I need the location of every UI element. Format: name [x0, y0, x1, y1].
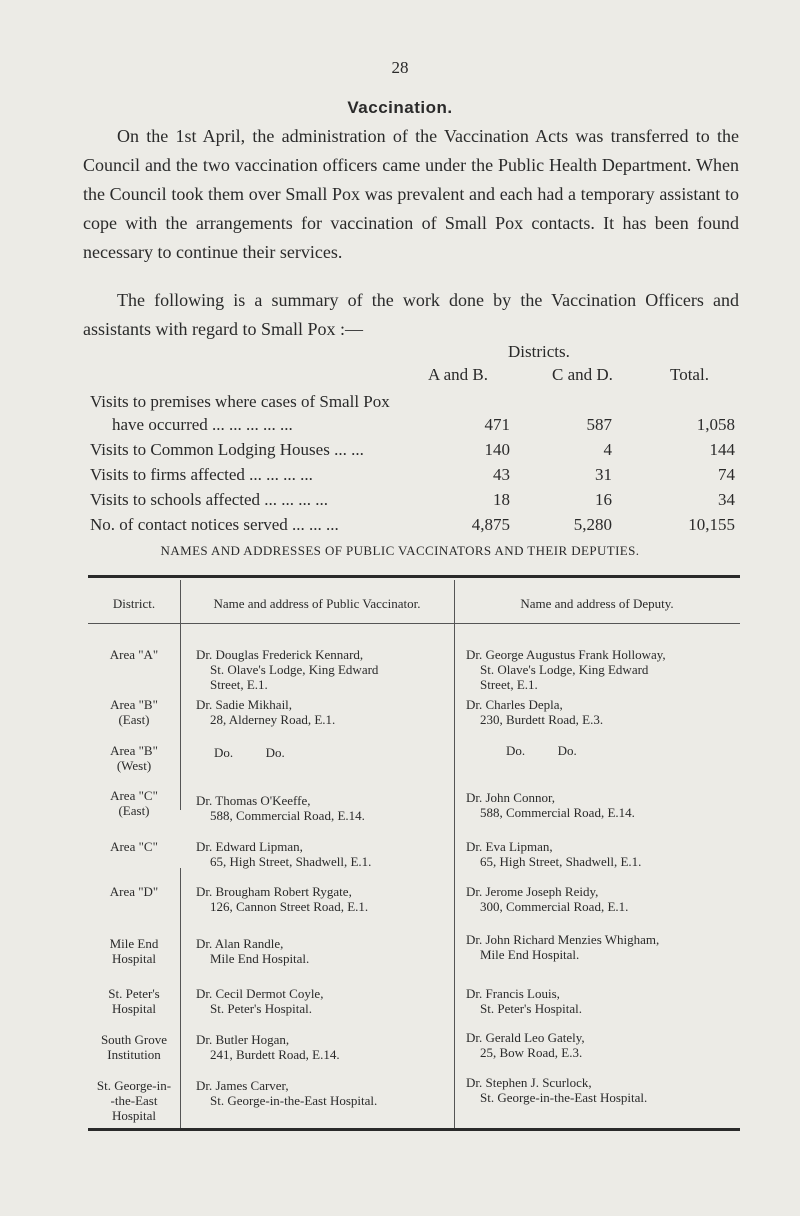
table-cell-deputy: Dr. Gerald Leo Gately, 25, Bow Road, E.3. — [466, 1030, 585, 1060]
table-cell-deputy: Dr. George Augustus Frank Holloway, St. Olave's Lodge, King Edward Street, E.1. — [466, 647, 666, 692]
table-cell-deputy: Dr. John Richard Menzies Whigham, Mile End Hospital. — [466, 932, 660, 962]
table-cell-district: Area "C" — [110, 839, 158, 854]
summary-value-total: 10,155 — [688, 515, 735, 534]
table-top-rule — [88, 575, 740, 578]
section-heading: Vaccination. — [347, 98, 453, 117]
table-cell-district: St. George-in- -the-East Hospital — [96, 1078, 172, 1123]
table-cell-vaccinator: Dr. Cecil Dermot Coyle, St. Peter's Hospital. — [196, 986, 324, 1016]
summary-row-label: have occurred ... ... ... ... ... — [112, 415, 293, 434]
summary-row-label: Visits to premises where cases of Small Pox — [90, 392, 390, 411]
summary-value-c-d: 587 — [586, 415, 612, 434]
vaccinator-column-header: Name and address of Public Vaccinator. — [213, 596, 421, 611]
table-cell-vaccinator: Dr. Alan Randle, Mile End Hospital. — [196, 936, 310, 966]
table-cell-vaccinator: Do. Do. — [214, 745, 285, 760]
table-cell-district: Area "C" (East) — [110, 788, 158, 818]
summary-row — [90, 515, 740, 541]
table-cell-district: Area "A" — [109, 647, 159, 662]
table-cell-vaccinator: Dr. Sadie Mikhail, 28, Alderney Road, E.1. — [196, 697, 336, 727]
summary-value-total: 74 — [718, 465, 735, 484]
summary-value-a-b: 43 — [493, 465, 510, 484]
summary-value-c-d: 5,280 — [573, 515, 612, 534]
table-cell-deputy: Dr. Charles Depla, 230, Burdett Road, E.3. — [466, 697, 604, 727]
table-cell-district: Area "B" (West) — [110, 743, 158, 773]
table-cell-district: Mile End Hospital — [109, 936, 159, 966]
col-c-and-d-header: C and D. — [552, 365, 613, 384]
table-header-rule — [88, 623, 740, 624]
summary-row — [90, 440, 740, 466]
summary-value-total: 144 — [709, 440, 735, 459]
col-total-header: Total. — [670, 365, 709, 384]
table-cell-vaccinator: Dr. Edward Lipman, 65, High Street, Shadwell, E.1. — [196, 839, 372, 869]
summary-intro-paragraph: The following is a summary of the work done by the Vaccination Officers and assistants with regard to Small Pox :— — [83, 290, 739, 339]
column-divider — [180, 580, 181, 810]
summary-row-label: Visits to Common Lodging Houses ... ... — [90, 440, 364, 459]
summary-value-a-b: 471 — [484, 415, 510, 434]
summary-value-a-b: 18 — [493, 490, 510, 509]
table-cell-deputy: Dr. Jerome Joseph Reidy, 300, Commercial Road, E.1. — [466, 884, 629, 914]
summary-row-label: Visits to firms affected ... ... ... ... — [90, 465, 313, 484]
summary-value-c-d: 31 — [595, 465, 612, 484]
district-column-header: District. — [112, 596, 156, 611]
table-cell-deputy: Dr. Eva Lipman, 65, High Street, Shadwell, E.1. — [466, 839, 642, 869]
districts-label: Districts. — [508, 342, 570, 361]
summary-row — [90, 490, 740, 516]
table-cell-district: St. Peter's Hospital — [108, 986, 160, 1016]
page-number: 28 — [391, 58, 409, 77]
table-cell-deputy: Dr. Stephen J. Scurlock, St. George-in-the-East Hospital. — [466, 1075, 648, 1105]
summary-value-c-d: 16 — [595, 490, 612, 509]
summary-value-total: 34 — [718, 490, 735, 509]
summary-row — [90, 465, 740, 491]
table-cell-deputy: Dr. Francis Louis, St. Peter's Hospital. — [466, 986, 583, 1016]
table-cell-vaccinator: Dr. Thomas O'Keeffe, 588, Commercial Road, E.14. — [196, 793, 365, 823]
table-cell-vaccinator: Dr. Butler Hogan, 241, Burdett Road, E.14. — [196, 1032, 340, 1062]
table-cell-district: Area "D" — [109, 884, 159, 899]
summary-value-a-b: 140 — [484, 440, 510, 459]
table-bottom-rule — [88, 1128, 740, 1131]
vaccinators-table-title: NAMES AND ADDRESSES OF PUBLIC VACCINATORS AND THEIR DEPUTIES. — [160, 543, 640, 558]
deputy-column-header: Name and address of Deputy. — [520, 596, 674, 611]
summary-value-total: 1,058 — [696, 415, 735, 434]
col-a-and-b-header: A and B. — [428, 365, 488, 384]
table-cell-deputy: Do. Do. — [506, 743, 577, 758]
summary-value-c-d: 4 — [603, 440, 612, 459]
table-cell-vaccinator: Dr. James Carver, St. George-in-the-East Hospital. — [196, 1078, 378, 1108]
summary-row-label: No. of contact notices served ... ... ... — [90, 515, 339, 534]
column-divider — [180, 868, 181, 1128]
summary-value-a-b: 4,875 — [471, 515, 510, 534]
intro-paragraph: On the 1st April, the administration of the Vaccination Acts was transferred to the Council and the two vaccination officers came under the Public Health Department. When the Council took them over Small Pox was prevalent and each had a temporary assistant to cope with the arrangements for vaccination of Small Pox contacts. It has been found necessary to continue their services. — [83, 126, 739, 262]
column-divider — [454, 580, 455, 1128]
summary-row-label: Visits to schools affected ... ... ... ... — [90, 490, 329, 509]
table-cell-district: Area "B" (East) — [110, 697, 158, 727]
table-cell-vaccinator: Dr. Brougham Robert Rygate, 126, Cannon Street Road, E.1. — [196, 884, 369, 914]
summary-row — [90, 415, 740, 441]
table-cell-vaccinator: Dr. Douglas Frederick Kennard, St. Olave's Lodge, King Edward Street, E.1. — [196, 647, 379, 692]
table-cell-deputy: Dr. John Connor, 588, Commercial Road, E.14. — [466, 790, 635, 820]
table-cell-district: South Grove Institution — [100, 1032, 168, 1062]
